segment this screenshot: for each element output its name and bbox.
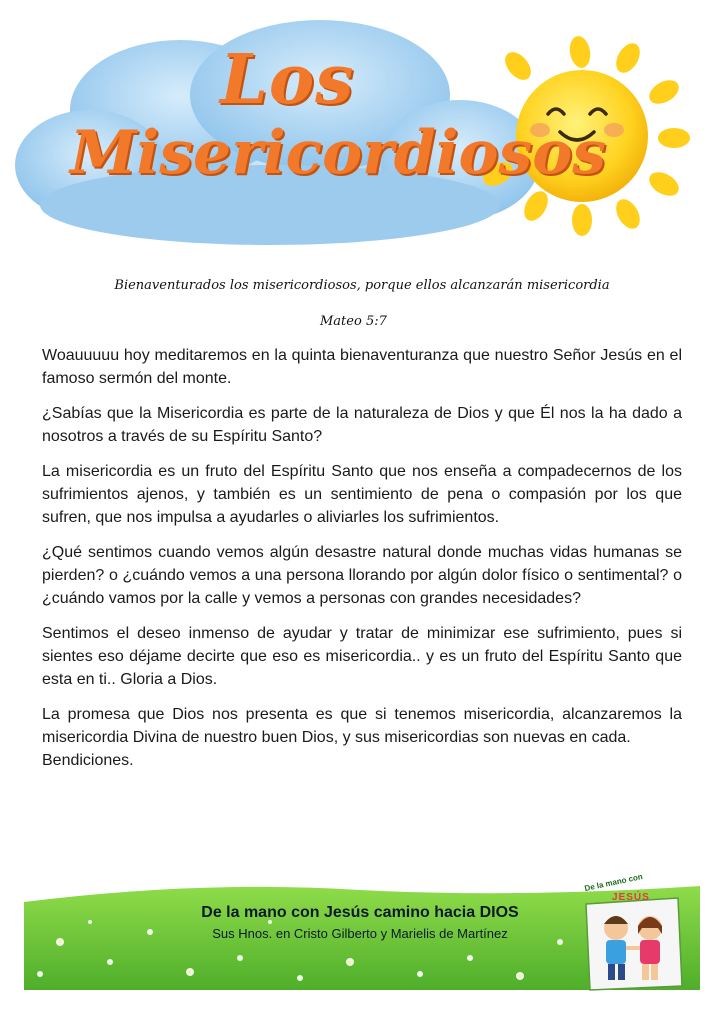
logo-brand: JESÚS [612, 892, 650, 903]
title-line-2: Misericordiosos [70, 118, 607, 188]
verse-reference: Mateo 5:7 [320, 314, 387, 329]
paragraph: La promesa que Dios nos presenta es que si tenemos misericordia, alcanzaremos la misericordia Divina de nuestro buen Dios, y sus misericordias son nuevas en cada. [42, 706, 682, 746]
paragraph: Sentimos el deseo inmenso de ayudar y tratar de minimizar ese sufrimiento, pues si sientes eso déjame decirte que eso es misericordia.. y es un fruto del Espíritu Santo que esta en ti.. Gloria a Dios. [42, 625, 682, 688]
paragraph: ¿Sabías que la Misericordia es parte de la naturaleza de Dios y que Él nos la ha dado a nosotros a través de su Espíritu Santo? [42, 405, 682, 445]
footer-title: De la mano con Jesús camino hacia DIOS [201, 904, 519, 921]
closing-text: Bendiciones. [42, 752, 134, 769]
paragraph: ¿Qué sentimos cuando vemos algún desastre natural donde muchas vidas humanas se pierden? o ¿cuándo vemos a una persona llorando por algún dolor físico o sentimental? o ¿cuándo vamos por la calle y vemos a personas con grandes necesidades? [42, 544, 682, 607]
paragraph: Woauuuuu hoy meditaremos en la quinta bienaventuranza que nuestro Señor Jesús en el famoso sermón del monte. [42, 347, 682, 387]
header-banner [0, 0, 724, 270]
verse-text: Bienaventurados los misericordiosos, porque ellos alcanzarán misericordia [114, 278, 610, 293]
logo-brand-text [612, 892, 650, 903]
title [60, 40, 607, 210]
title-line-1: Los [220, 40, 355, 120]
footer-banner [0, 862, 724, 1002]
logo-top-text: De la mano con [583, 871, 644, 894]
kids-logo [578, 868, 688, 996]
footer-subtitle: Sus Hnos. en Cristo Gilberto y Marielis de Martínez [212, 926, 508, 941]
paragraph: La misericordia es un fruto del Espíritu Santo que nos enseña a compadecernos de los sufrimientos ajenos, y también es un sentimiento de pena o compasión por los que sufren, que nos impulsa a ayudarles o aliviarles los sufrimientos. [42, 463, 682, 526]
body-content [42, 344, 682, 784]
